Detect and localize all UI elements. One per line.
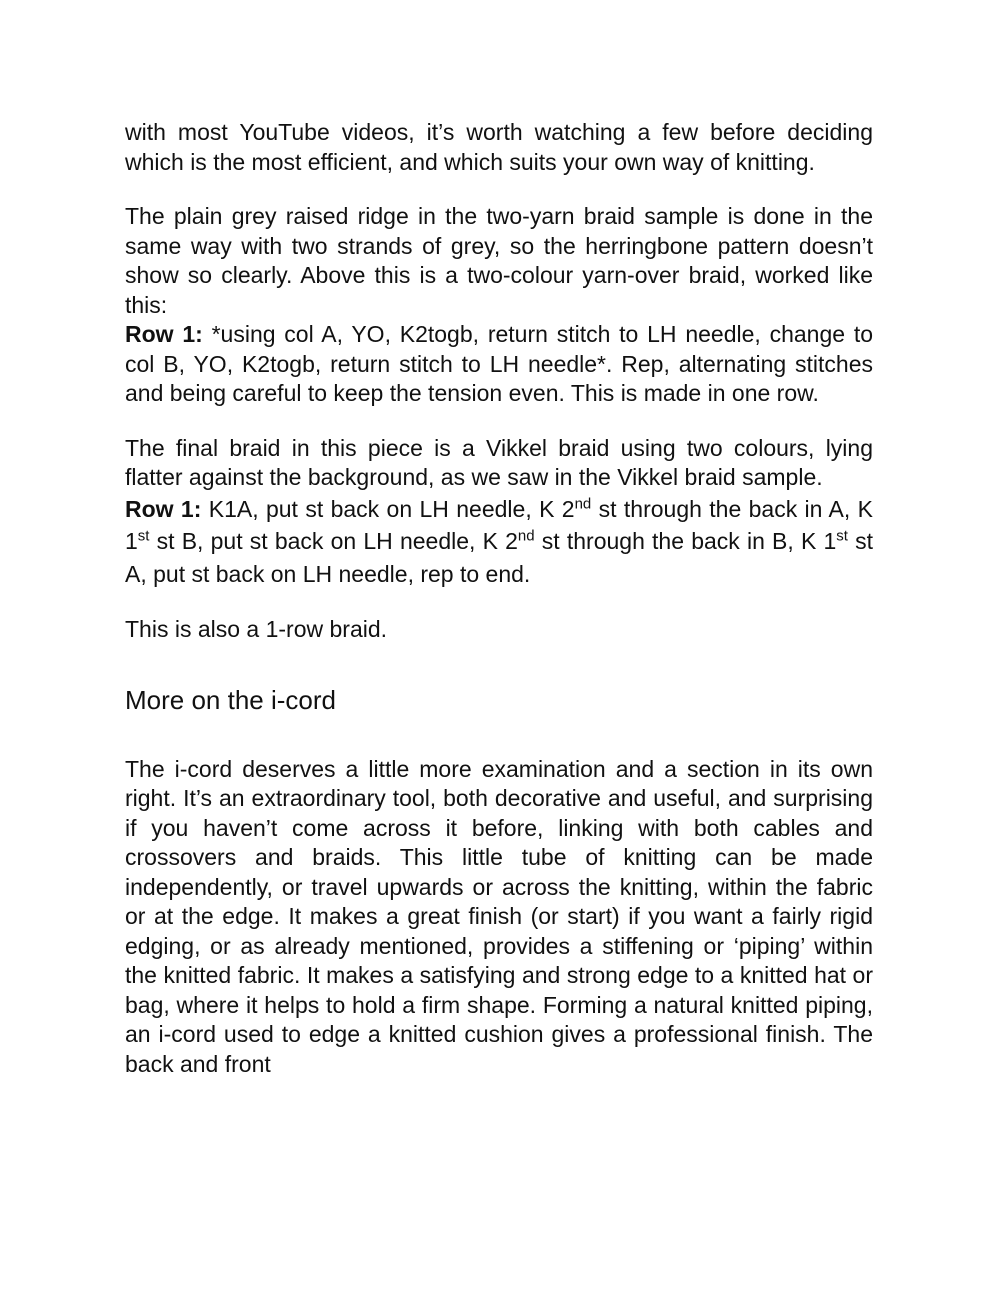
row-text: K1A, put st back on LH needle, K 2 — [201, 495, 575, 522]
document-page — [125, 118, 873, 1079]
row-text: st A, put st back on LH needle, rep to end. — [125, 528, 874, 587]
section-heading: More on the i-cord — [125, 684, 336, 715]
ordinal-superscript: st — [137, 527, 150, 545]
instruction-row-1-vikkel — [125, 493, 873, 591]
ordinal-superscript: nd — [517, 527, 535, 545]
row-text: st B, put st back on LH needle, K 2 — [149, 528, 518, 554]
row-label: Row 1: — [125, 321, 203, 347]
paragraph-vikkel-braid: The final braid in this piece is a Vikkel braid using two colours, lying flatter against the background, as we saw in the Vikkel braid sample. — [125, 434, 873, 490]
row-text: st through the back in B, K 1 — [534, 528, 837, 554]
row-text: *using col A, YO, K2togb, return stitch to LH needle, change to col B, YO, K2togb, return stitch to LH needle*. Rep, alternating stitches and being careful to keep the tension even. This is made in one row. — [125, 321, 874, 406]
row-text: st through the back in A, K 1 — [125, 495, 873, 554]
paragraph-youtube: with most YouTube videos, it’s worth watching a few before deciding which is the most efficient, and which suits your own way of knitting. — [125, 119, 873, 175]
ordinal-superscript: st — [836, 527, 848, 545]
paragraph-grey-ridge: The plain grey raised ridge in the two-yarn braid sample is done in the same way with two strands of grey, so the herringbone pattern doesn’t show so clearly. Above this is a two-colour yarn-over braid, worked like this: — [125, 203, 873, 318]
instruction-row-1-yarn-over — [125, 320, 873, 409]
ordinal-superscript: nd — [574, 494, 592, 512]
paragraph-i-cord: The i-cord deserves a little more examination and a section in its own right. It’s an extraordinary tool, both decorative and useful, and surprising if you haven’t come across it before, linking with both cables and crossovers and braids. This little tube of knitting can be made independently, or travel upwards or across the knitting, within the fabric or at the edge. It makes a great finish (or start) if you want a fairly rigid edging, or as already mentioned, provides a stiffening or ‘piping’ within the knitted fabric. It makes a satisfying and strong edge to a knitted hat or bag, where it helps to hold a firm shape. Forming a natural knitted piping, an i-cord used to edge a knitted cushion gives a professional finish. The back and front — [125, 755, 873, 1077]
paragraph-one-row-braid: This is also a 1-row braid. — [125, 616, 388, 642]
row-label: Row 1: — [125, 495, 202, 522]
